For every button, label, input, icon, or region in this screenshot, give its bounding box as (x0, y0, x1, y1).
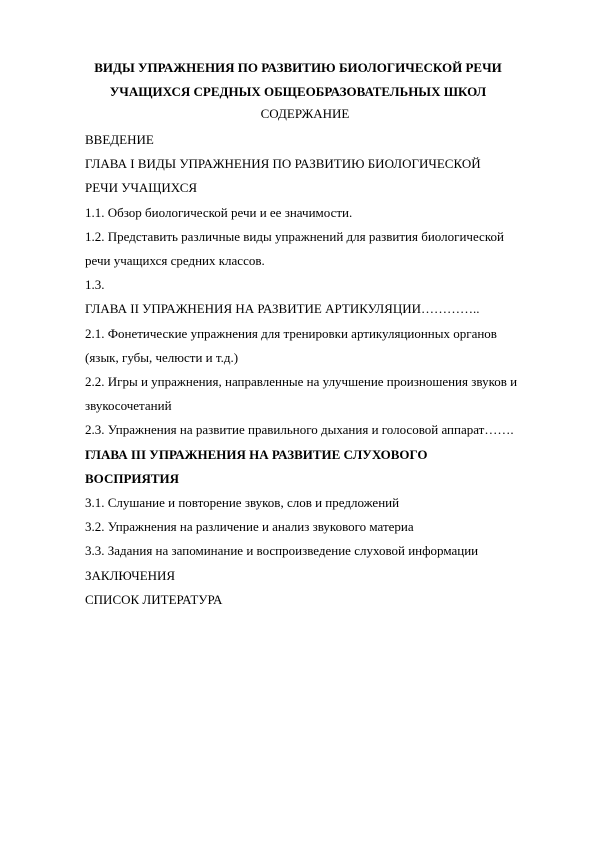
title-line: УЧАЩИХСЯ СРЕДНЫХ ОБЩЕОБРАЗОВАТЕЛЬНЫХ ШКОЛ (109, 84, 487, 99)
toc-section-1-2: 1.2. Представить различные виды упражнений для развития биологической (85, 228, 504, 244)
toc-chapter-2: ГЛАВА II УПРАЖНЕНИЯ НА РАЗВИТИЕ АРТИКУЛЯЦИИ………….. (85, 301, 480, 317)
toc-section-2-1: 2.1. Фонетические упражнения для тренировки артикуляционных органов (85, 325, 497, 341)
toc-section-3-2: 3.2. Упражнения на различение и анализ звукового материа (85, 519, 414, 535)
title-line: ВИДЫ УПРАЖНЕНИЯ ПО РАЗВИТИЮ БИОЛОГИЧЕСКОЙ РЕЧИ (94, 60, 502, 75)
toc-chapter-3: ГЛАВА III УПРАЖНЕНИЯ НА РАЗВИТИЕ СЛУХОВОГО (85, 446, 428, 462)
toc-section-1-2-cont: речи учащихся средних классов. (85, 253, 265, 269)
toc-section-1-3: 1.3. (85, 277, 105, 293)
toc-entry-conclusion: ЗАКЛЮЧЕНИЯ (85, 567, 176, 583)
toc-chapter-3-cont: ВОСПРИЯТИЯ (85, 470, 180, 486)
toc-section-2-1-cont: (язык, губы, челюсти и т.д.) (85, 349, 239, 365)
toc-chapter-1-cont: РЕЧИ УЧАЩИХСЯ (85, 180, 198, 196)
toc-chapter-1: ГЛАВА I ВИДЫ УПРАЖНЕНИЯ ПО РАЗВИТИЮ БИОЛОГИЧЕСКОЙ (85, 156, 481, 172)
toc-section-2-2-cont: звукосочетаний (85, 398, 172, 414)
table-of-contents (85, 128, 565, 612)
contents-heading: СОДЕРЖАНИЕ (260, 106, 350, 121)
document-title (60, 56, 536, 104)
toc-section-3-3: 3.3. Задания на запоминание и воспроизведение слуховой информации (85, 543, 479, 559)
toc-section-1-1: 1.1. Обзор биологической речи и ее значимости. (85, 204, 353, 220)
toc-section-2-2: 2.2. Игры и упражнения, направленные на улучшение произношения звуков и (85, 374, 518, 390)
toc-section-2-3: 2.3. Упражнения на развитие правильного дыхания и голосовой аппарат……. (85, 422, 514, 438)
toc-section-3-1: 3.1. Слушание и повторение звуков, слов и предложений (85, 495, 400, 511)
toc-entry-introduction: ВВЕДЕНИЕ (85, 132, 154, 147)
toc-entry-references: СПИСОК ЛИТЕРАТУРА (85, 591, 223, 607)
